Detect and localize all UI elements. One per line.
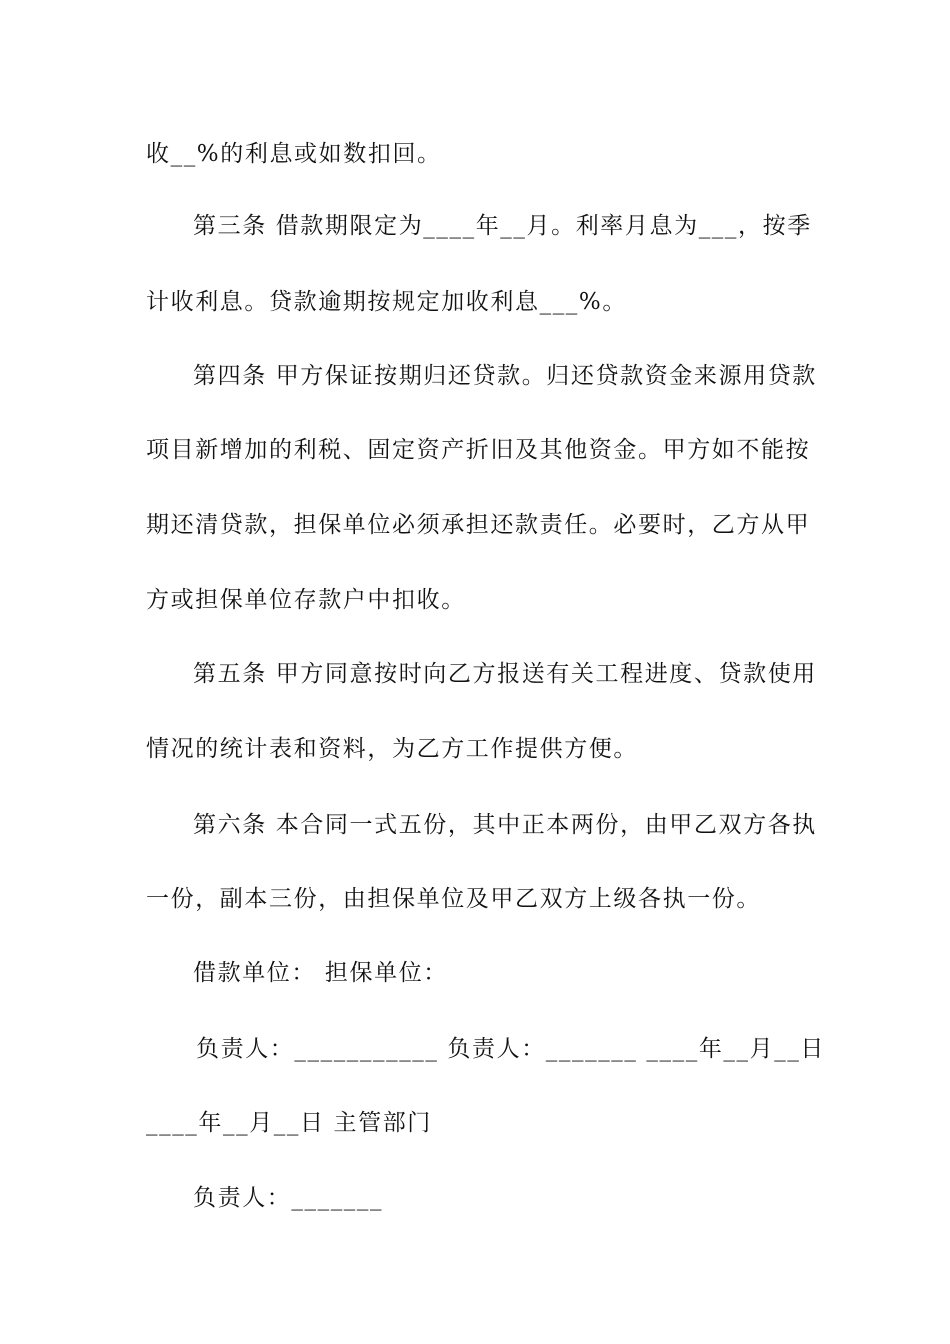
supervisor-responsible-line: 负责人：_______ [193, 1185, 384, 1211]
text-line-1: 收__%的利息或如数扣回。 [146, 141, 442, 167]
article-4-line-2: 项目新增加的利税、固定资产折旧及其他资金。甲方如不能按 [146, 437, 811, 463]
article-4-line-4: 方或担保单位存款户中扣收。 [146, 587, 466, 613]
article-5-line-2: 情况的统计表和资料，为乙方工作提供方便。 [146, 736, 638, 762]
article-3-line-2: 计收利息。贷款逾期按规定加收利息___%。 [146, 289, 627, 315]
article-6-line-2: 一份，副本三份，由担保单位及甲乙双方上级各执一份。 [146, 886, 761, 912]
signature-units-line: 借款单位： 担保单位： [193, 960, 448, 986]
article-3-line-1: 第三条 借款期限定为____年__月。利率月息为___，按季 [193, 213, 812, 239]
article-5-line-1: 第五条 甲方同意按时向乙方报送有关工程进度、贷款使用 [193, 661, 817, 687]
article-4-line-3: 期还清贷款，担保单位必须承担还款责任。必要时，乙方从甲 [146, 512, 811, 538]
signature-responsible-line: 负责人：___________ 负责人：_______ ____年__月__日 [196, 1036, 826, 1062]
signature-date-line: ____年__月__日 主管部门 [146, 1110, 432, 1136]
article-4-line-1: 第四条 甲方保证按期归还贷款。归还贷款资金来源用贷款 [193, 363, 817, 389]
article-6-line-1: 第六条 本合同一式五份，其中正本两份，由甲乙双方各执 [193, 812, 817, 838]
